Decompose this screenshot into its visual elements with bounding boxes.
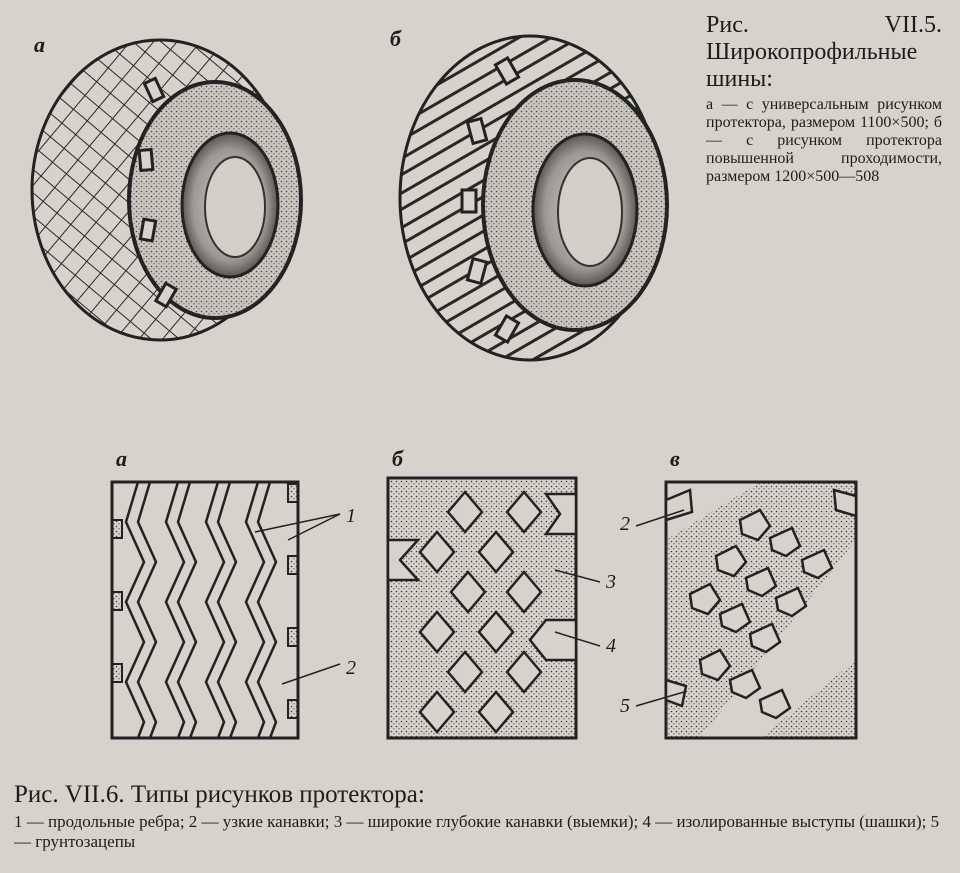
fig6-label-b: б <box>392 446 403 471</box>
fig5-caption-description: а — с универсальным рисунком протектора, размером 1100×500; б — с рисунком протектора повышенной проходимости, размером 1200×500—508 <box>706 96 942 185</box>
callout-2-pattern-v: 2 <box>620 513 630 535</box>
callout-4: 4 <box>606 635 616 657</box>
tread-pattern-a <box>112 482 340 738</box>
tire-a-illustration <box>32 40 301 340</box>
callout-1: 1 <box>346 505 356 527</box>
fig5-label-a: а <box>34 32 45 57</box>
fig5-label-b: б <box>390 26 401 51</box>
fig6-caption-title: Рис. VII.6. Типы рисунков протектора: <box>14 781 425 808</box>
fig6-caption-legend: 1 — продольные ребра; 2 — узкие канавки; 3 — широкие глубокие канавки (выемки); 4 — изолированные выступы (шашки); 5 — грунтозацепы <box>14 812 940 851</box>
callout-2-pattern-a: 2 <box>346 657 356 679</box>
tread-pattern-v <box>636 482 856 738</box>
callout-3: 3 <box>606 571 616 593</box>
tread-pattern-b <box>388 478 600 738</box>
tire-b-illustration <box>400 36 667 360</box>
fig5-caption-title: Рис. VII.5. Широкопрофильные шины: <box>706 12 942 92</box>
fig6-label-v: в <box>670 446 680 471</box>
callout-5: 5 <box>620 695 630 717</box>
fig6-label-a: а <box>116 446 127 471</box>
